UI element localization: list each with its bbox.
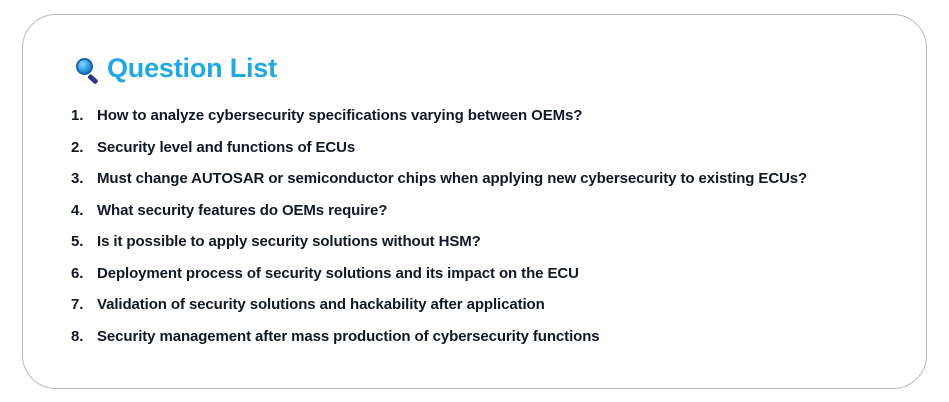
list-item-text: Security level and functions of ECUs	[97, 138, 356, 156]
list-item	[71, 202, 931, 219]
list-item	[71, 170, 931, 187]
list-item-number: 3.	[71, 170, 84, 187]
list-item	[71, 328, 931, 345]
list-item-text: How to analyze cybersecurity specifications varying between OEMs?	[97, 107, 583, 124]
list-item	[71, 233, 931, 250]
list-item	[71, 107, 931, 124]
magnifier-handle	[87, 73, 98, 84]
list-item-text: Security management after mass production of cybersecurity functions	[97, 327, 600, 345]
list-item-number: 2.	[71, 138, 84, 156]
list-item-text: Validation of security solutions and hackability after application	[97, 296, 545, 313]
list-item-text: Is it possible to apply security solutions without HSM?	[97, 233, 481, 250]
list-item	[71, 139, 931, 156]
list-item-text: Deployment process of security solutions and its impact on the ECU	[97, 264, 579, 282]
magnifier-icon	[75, 58, 101, 84]
magnifier-lens	[76, 58, 93, 75]
list-item-number: 4.	[71, 201, 84, 219]
page-title: Question List	[107, 53, 277, 83]
title-row	[75, 53, 277, 84]
question-list	[71, 107, 931, 359]
list-item	[71, 265, 931, 282]
list-item-text: What security features do OEMs require?	[97, 201, 388, 219]
list-item-text: Must change AUTOSAR or semiconductor chips when applying new cybersecurity to existing ECUs?	[97, 170, 808, 187]
list-item-number: 7.	[71, 296, 84, 313]
list-item-number: 5.	[71, 233, 84, 250]
list-item-number: 8.	[71, 327, 84, 345]
content-card	[22, 14, 927, 389]
list-item	[71, 296, 931, 313]
list-item-number: 6.	[71, 264, 84, 282]
list-item-number: 1.	[71, 107, 84, 124]
